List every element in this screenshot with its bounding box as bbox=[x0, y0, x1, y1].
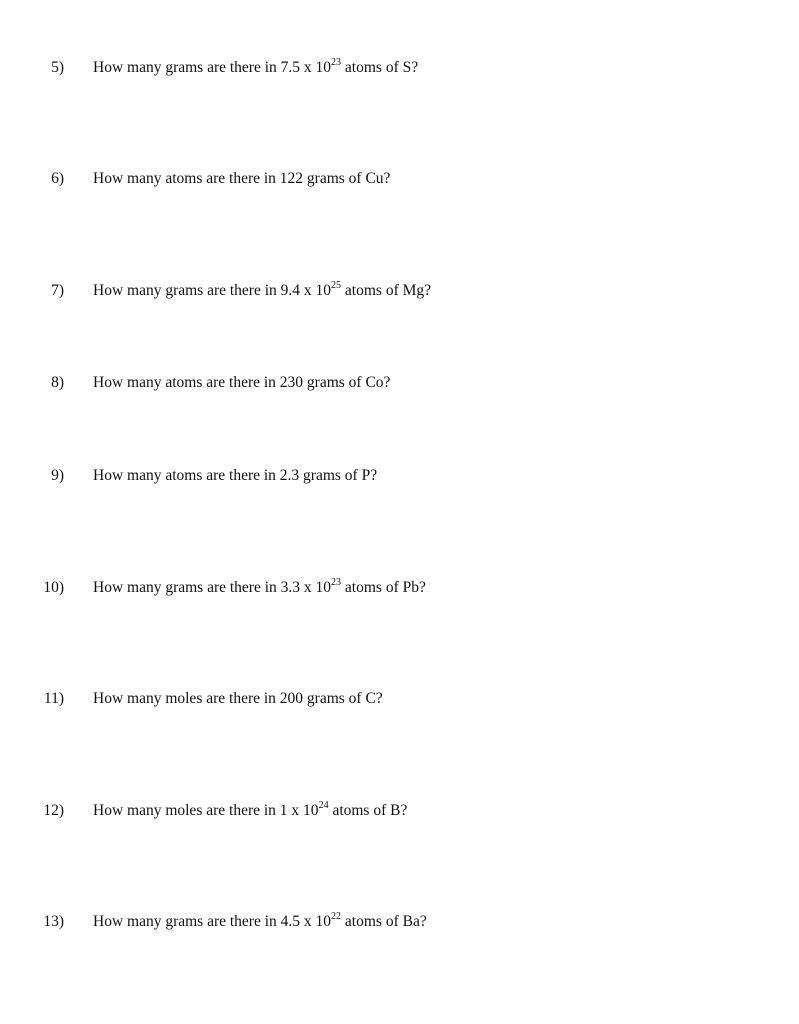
question-number: 12) bbox=[43, 802, 64, 819]
exponent: 22 bbox=[331, 910, 342, 922]
question-number: 9) bbox=[51, 467, 64, 484]
question-text bbox=[93, 576, 426, 600]
question-text-tail: atoms of S? bbox=[341, 59, 419, 76]
exponent: 23 bbox=[331, 576, 342, 588]
question-6 bbox=[0, 167, 799, 191]
question-text bbox=[93, 56, 418, 80]
question-text bbox=[93, 464, 377, 488]
question-text-main: How many grams are there in 3.3 x 10 bbox=[93, 579, 332, 596]
question-text bbox=[93, 799, 407, 823]
question-text-main: How many moles are there in 200 grams of C? bbox=[93, 690, 383, 707]
question-text-main: How many grams are there in 4.5 x 10 bbox=[93, 913, 332, 930]
question-text-tail: atoms of Mg? bbox=[341, 282, 432, 299]
question-10 bbox=[0, 576, 799, 600]
exponent: 23 bbox=[331, 56, 342, 68]
question-5 bbox=[0, 56, 799, 80]
question-text-tail: atoms of Pb? bbox=[341, 579, 426, 596]
question-number: 8) bbox=[51, 374, 64, 391]
question-9 bbox=[0, 464, 799, 488]
question-12 bbox=[0, 799, 799, 823]
question-number: 6) bbox=[51, 170, 64, 187]
question-text-main: How many grams are there in 7.5 x 10 bbox=[93, 59, 332, 76]
exponent: 24 bbox=[318, 799, 329, 811]
exponent: 25 bbox=[331, 279, 342, 291]
question-number: 13) bbox=[43, 913, 64, 930]
question-8 bbox=[0, 371, 799, 395]
question-text-main: How many moles are there in 1 x 10 bbox=[93, 802, 319, 819]
question-text bbox=[93, 279, 431, 303]
question-number: 11) bbox=[43, 690, 64, 707]
question-11 bbox=[0, 687, 799, 711]
question-text-tail: atoms of B? bbox=[328, 802, 408, 819]
question-number: 7) bbox=[51, 282, 64, 299]
question-text-main: How many grams are there in 9.4 x 10 bbox=[93, 282, 332, 299]
question-text-main: How many atoms are there in 2.3 grams of P? bbox=[93, 467, 378, 484]
question-text-main: How many atoms are there in 230 grams of Co? bbox=[93, 374, 391, 391]
question-text bbox=[93, 910, 427, 934]
question-text-tail: atoms of Ba? bbox=[341, 913, 427, 930]
question-text bbox=[93, 371, 390, 395]
question-13 bbox=[0, 910, 799, 934]
question-7 bbox=[0, 279, 799, 303]
question-text bbox=[93, 687, 383, 711]
question-number: 10) bbox=[43, 579, 64, 596]
question-text bbox=[93, 167, 390, 191]
question-number: 5) bbox=[51, 59, 64, 76]
question-text-main: How many atoms are there in 122 grams of Cu? bbox=[93, 170, 391, 187]
